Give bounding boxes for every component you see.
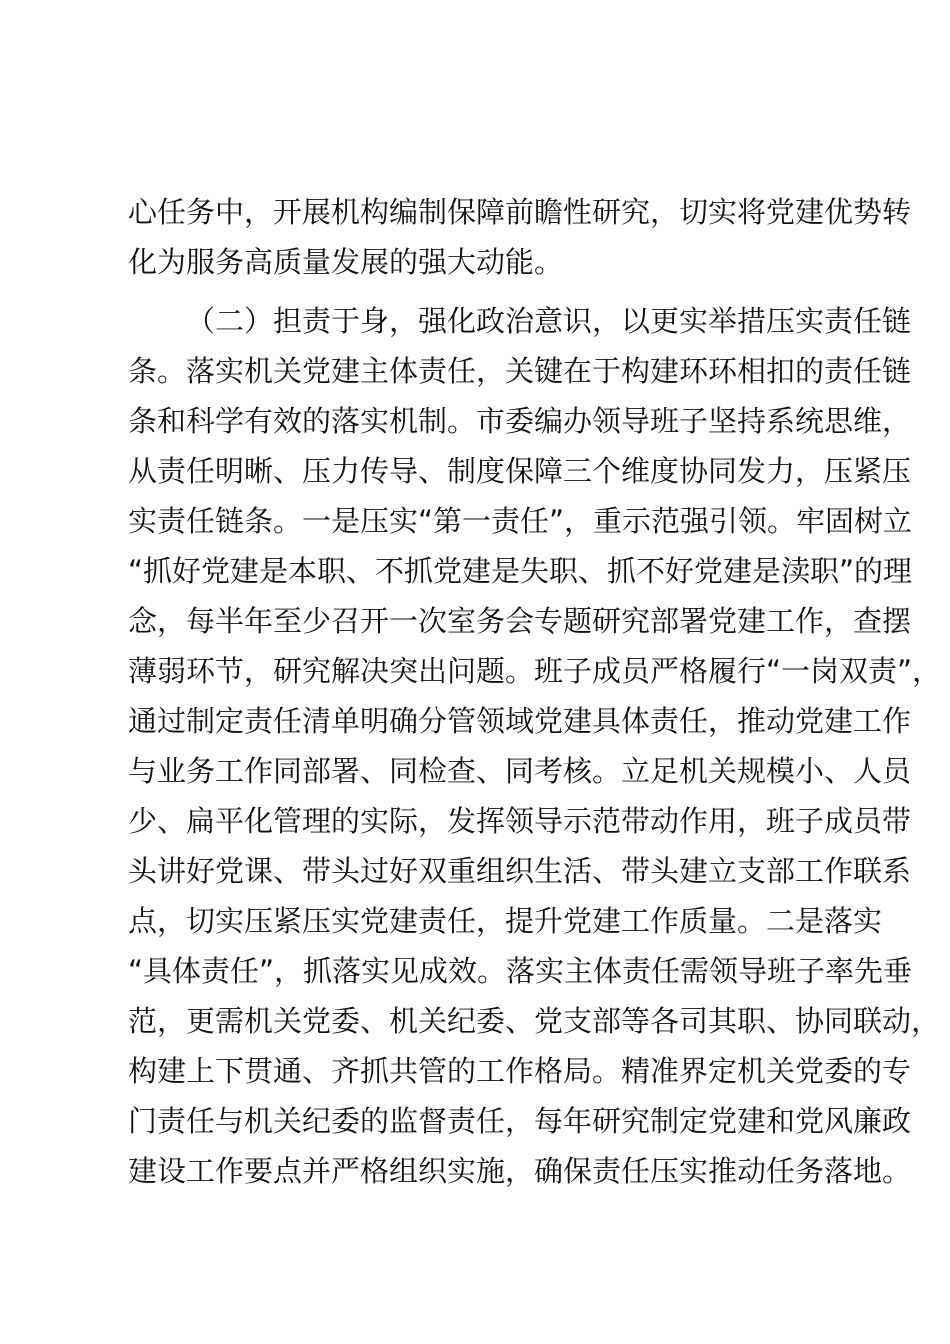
text-line: 通过制定责任清单明确分管领域党建具体责任，推动党建工作 [128, 704, 912, 738]
text-line: “具体责任”，抓落实见成效。落实主体责任需领导班子率先垂 [128, 954, 913, 988]
text-line: 门责任与机关纪委的监督责任，每年研究制定党建和党风廉政 [128, 1104, 912, 1138]
text-line: 与业务工作同部署、同检查、同考核。立足机关规模小、人员 [128, 754, 912, 788]
text-line: 建设工作要点并严格组织实施，确保责任压实推动任务落地。 [128, 1154, 912, 1188]
text-line: 从责任明晰、压力传导、制度保障三个维度协同发力，压紧压 [128, 454, 912, 488]
text-line: 点，切实压紧压实党建责任，提升党建工作质量。二是落实 [128, 904, 883, 938]
paragraph-heading-line: （二）担责于身，强化政治意识，以更实举措压实责任链 [186, 304, 912, 338]
text-line: 少、扁平化管理的实际，发挥领导示范带动作用，班子成员带 [128, 804, 912, 838]
text-line: 范，更需机关党委、机关纪委、党支部等各司其职、协同联动， [128, 1004, 941, 1038]
text-line: 构建上下贯通、齐抓共管的工作格局。精准界定机关党委的专 [128, 1054, 912, 1088]
text-line: 心任务中，开展机构编制保障前瞻性研究，切实将党建优势转 [128, 195, 912, 229]
text-line: “抓好党建是本职、不抓党建是失职、抓不好党建是渎职”的理 [128, 554, 913, 588]
text-line: 条和科学有效的落实机制。市委编办领导班子坚持系统思维， [128, 404, 912, 438]
text-line: 念，每半年至少召开一次室务会专题研究部署党建工作，查摆 [128, 604, 912, 638]
text-line: 条。落实机关党建主体责任，关键在于构建环环相扣的责任链 [128, 354, 912, 388]
text-line: 头讲好党课、带头过好双重组织生活、带头建立支部工作联系 [128, 854, 912, 888]
text-line: 薄弱环节，研究解决突出问题。班子成员严格履行“一岗双责”， [128, 654, 942, 688]
text-line: 实责任链条。一是压实“第一责任”，重示范强引领。牢固树立 [128, 504, 913, 538]
text-line: 化为服务高质量发展的强大动能。 [128, 245, 564, 279]
